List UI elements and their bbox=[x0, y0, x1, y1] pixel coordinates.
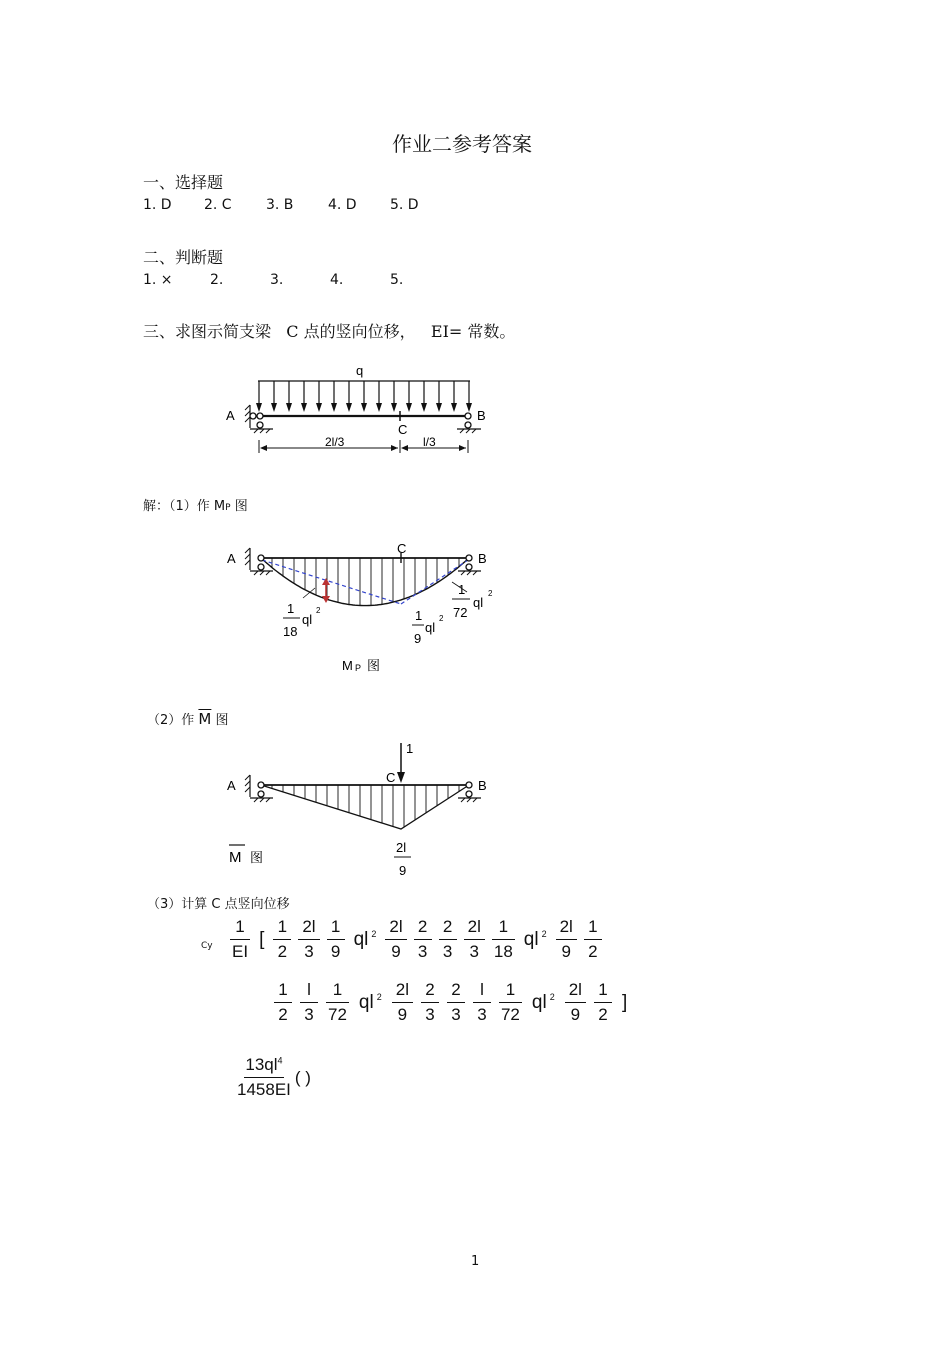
answer-item: 3. bbox=[270, 272, 284, 288]
fraction-denominator: 9 bbox=[414, 631, 422, 646]
formula-fraction bbox=[302, 980, 316, 1025]
answer-item: 1. D bbox=[143, 197, 172, 213]
caption-m: M bbox=[229, 849, 242, 866]
page-number: 1 bbox=[471, 1254, 480, 1269]
moment-curve bbox=[261, 558, 469, 606]
symbol-m: M bbox=[213, 499, 226, 514]
dimension-label: 2l/3 bbox=[325, 435, 345, 449]
formula-term: [ bbox=[259, 928, 265, 950]
formula-fraction bbox=[387, 917, 404, 962]
step-text: （2）作 bbox=[147, 713, 195, 728]
formula-fraction bbox=[300, 917, 317, 962]
load-label: q bbox=[356, 363, 364, 378]
formula-fraction bbox=[449, 980, 463, 1025]
figure-1-beam-diagram bbox=[226, 363, 486, 453]
ql-label: ql bbox=[473, 595, 484, 610]
fraction-numerator: 2 bbox=[439, 917, 457, 940]
formula-term: ] bbox=[621, 991, 628, 1013]
fraction-numerator: l bbox=[300, 980, 318, 1003]
fraction-denominator: 3 bbox=[469, 942, 479, 961]
answer-item: 2. bbox=[210, 272, 224, 288]
step-text: 解：（1）作 bbox=[143, 499, 210, 514]
fraction-denominator: 3 bbox=[304, 1005, 314, 1024]
distributed-load-arrows bbox=[256, 381, 472, 412]
fraction-denominator: 18 bbox=[283, 624, 298, 639]
formula-fraction bbox=[567, 980, 584, 1025]
exponent: 2 bbox=[541, 929, 547, 940]
fraction-denominator: 3 bbox=[304, 942, 314, 961]
fraction-numerator: 1 bbox=[273, 917, 291, 940]
fraction-numerator: l bbox=[473, 980, 491, 1003]
fraction-denominator: 3 bbox=[477, 1005, 487, 1024]
fraction-numerator: 2l bbox=[396, 840, 407, 855]
exponent: 2 bbox=[316, 606, 321, 615]
label-c: C bbox=[397, 541, 407, 556]
section-2-heading: 二、判断题 bbox=[143, 248, 224, 267]
direction-parentheses: ( ) bbox=[294, 1067, 311, 1087]
label-c: C bbox=[386, 770, 396, 785]
fraction-denominator: 3 bbox=[451, 1005, 461, 1024]
formula-fraction bbox=[328, 980, 347, 1025]
label-b: B bbox=[478, 778, 487, 793]
exponent: 2 bbox=[549, 992, 555, 1003]
fraction-denominator: 9 bbox=[570, 1005, 581, 1024]
label-c: C bbox=[398, 422, 408, 437]
caption-subscript: P bbox=[355, 663, 362, 673]
support-a bbox=[245, 775, 273, 802]
support-a bbox=[245, 548, 273, 575]
step-1-label bbox=[143, 495, 248, 514]
answer-item: 5. bbox=[390, 272, 404, 288]
exponent: 2 bbox=[371, 929, 377, 940]
answer-item: 3. B bbox=[266, 197, 294, 213]
label-a: A bbox=[226, 408, 235, 423]
label-b: B bbox=[478, 551, 487, 566]
fraction-denominator: 9 bbox=[399, 863, 407, 878]
fraction-numerator: 2 bbox=[447, 980, 465, 1003]
fraction-denominator: 9 bbox=[391, 942, 401, 961]
formula-fraction bbox=[423, 980, 437, 1025]
fraction-numerator: 2l bbox=[565, 980, 586, 1003]
fraction-denominator: 9 bbox=[561, 942, 571, 961]
answer-item: 4. bbox=[330, 272, 344, 288]
fraction-denominator: EI bbox=[232, 942, 249, 961]
moment-hatching bbox=[272, 785, 459, 827]
fraction-denominator: 18 bbox=[493, 942, 513, 961]
fraction-denominator: 9 bbox=[330, 942, 341, 961]
fraction-numerator: 1 bbox=[499, 980, 522, 1003]
result-numerator: 13ql bbox=[245, 1055, 278, 1074]
ql-label: ql bbox=[425, 620, 436, 635]
fraction-numerator: 2l bbox=[298, 917, 319, 940]
step-text: 图 bbox=[215, 713, 229, 728]
dimension-label: l/3 bbox=[423, 435, 436, 449]
heading-part: 三、求图示简支梁 bbox=[143, 322, 272, 341]
fraction-denominator: 2 bbox=[588, 942, 598, 961]
label-a: A bbox=[227, 778, 236, 793]
fraction-denominator: 2 bbox=[278, 1005, 288, 1024]
formula-term: ql $^2$ bbox=[531, 991, 555, 1013]
fraction-numerator: 1 bbox=[326, 980, 349, 1003]
ql-label: ql bbox=[302, 612, 313, 627]
fraction-numerator: 1 bbox=[415, 608, 423, 623]
step-2-label bbox=[147, 709, 229, 728]
formula-term: ql $^2$ bbox=[353, 928, 377, 950]
fraction-denominator: 2 bbox=[277, 942, 288, 961]
symbol-m-bar: $\overline{M}$ bbox=[198, 710, 212, 728]
dashed-chord bbox=[262, 560, 401, 604]
fraction-numerator: 2l bbox=[385, 917, 406, 940]
formula-fraction bbox=[329, 917, 343, 962]
fraction-numerator: 1 bbox=[458, 582, 466, 597]
subscript-p: P bbox=[225, 503, 231, 513]
formula-fraction bbox=[466, 917, 483, 962]
fraction-numerator: 2l bbox=[392, 980, 413, 1003]
heading-part: EI= 常数。 bbox=[430, 322, 516, 341]
delta-subscript: Cy bbox=[201, 941, 213, 951]
answer-item: 1. × bbox=[143, 272, 173, 288]
answer-item: 5. D bbox=[390, 197, 419, 213]
caption-m: M bbox=[342, 658, 353, 673]
fraction-denominator: 3 bbox=[442, 942, 453, 961]
fraction-numerator: 2l bbox=[556, 917, 577, 940]
result-fraction bbox=[237, 1055, 291, 1100]
formula-term: ql $^2$ bbox=[358, 991, 382, 1013]
fraction-numerator: 1 bbox=[327, 917, 345, 940]
caption-text: 图 bbox=[367, 658, 381, 673]
fraction-numerator: 1 bbox=[287, 601, 295, 616]
moment-outline bbox=[261, 785, 469, 829]
formula-fraction bbox=[596, 980, 610, 1025]
formula-result bbox=[237, 1055, 311, 1100]
heading-part: C 点的竖向位移， bbox=[286, 322, 416, 341]
formula-fraction bbox=[475, 980, 489, 1025]
formula-fraction bbox=[276, 980, 290, 1025]
unit-load-label: 1 bbox=[406, 741, 414, 756]
formula-row-1 bbox=[232, 917, 600, 962]
fraction-denominator: 72 bbox=[500, 1005, 520, 1024]
step-3-label: （3）计算 C 点竖向位移 bbox=[147, 897, 290, 912]
exponent: 2 bbox=[376, 992, 382, 1003]
fraction-numerator: 2 bbox=[421, 980, 439, 1003]
fraction-denominator: 9 bbox=[397, 1005, 408, 1024]
fraction-denominator: 3 bbox=[425, 1005, 435, 1024]
formula-fraction bbox=[232, 917, 248, 962]
formula-fraction bbox=[494, 917, 513, 962]
fraction-denominator: 3 bbox=[417, 942, 428, 961]
formula-fraction bbox=[394, 980, 411, 1025]
formula-row-2 bbox=[276, 980, 627, 1025]
caption-text: 图 bbox=[250, 850, 264, 865]
step-text: 图 bbox=[234, 499, 248, 514]
page-title: 作业二参考答案 bbox=[392, 132, 532, 156]
formula-fraction bbox=[275, 917, 289, 962]
fraction-denominator: 72 bbox=[453, 605, 468, 620]
exponent: 2 bbox=[439, 614, 444, 623]
formula-fraction bbox=[441, 917, 455, 962]
label-a: A bbox=[227, 551, 236, 566]
result-exponent: 4 bbox=[277, 1055, 283, 1066]
moment-hatching bbox=[272, 558, 459, 606]
figure-3-unit-moment-diagram bbox=[227, 741, 487, 878]
fraction-denominator: 2 bbox=[598, 1005, 608, 1024]
formula-fraction bbox=[586, 917, 600, 962]
formula-fraction bbox=[501, 980, 520, 1025]
formula-fraction bbox=[558, 917, 575, 962]
fraction-numerator: 1 bbox=[274, 980, 292, 1003]
figure-2-mp-diagram bbox=[227, 541, 493, 673]
fraction-numerator: 1 bbox=[584, 917, 602, 940]
fraction-numerator: 1 bbox=[492, 917, 515, 940]
formula-fraction bbox=[416, 917, 430, 962]
fraction-numerator: 1 bbox=[594, 980, 612, 1003]
fraction-numerator: 2 bbox=[414, 917, 432, 940]
exponent: 2 bbox=[488, 589, 493, 598]
label-b: B bbox=[477, 408, 486, 423]
result-denominator: 1458EI bbox=[237, 1080, 291, 1099]
answer-item: 2. C bbox=[204, 197, 232, 213]
fraction-denominator: 72 bbox=[328, 1005, 347, 1024]
formula-term: ql $^2$ bbox=[523, 928, 547, 950]
fraction-numerator: 2l bbox=[464, 917, 485, 940]
section-1-heading: 一、选择题 bbox=[143, 173, 224, 192]
answer-item: 4. D bbox=[328, 197, 357, 213]
fraction-numerator: 1 bbox=[230, 917, 250, 940]
